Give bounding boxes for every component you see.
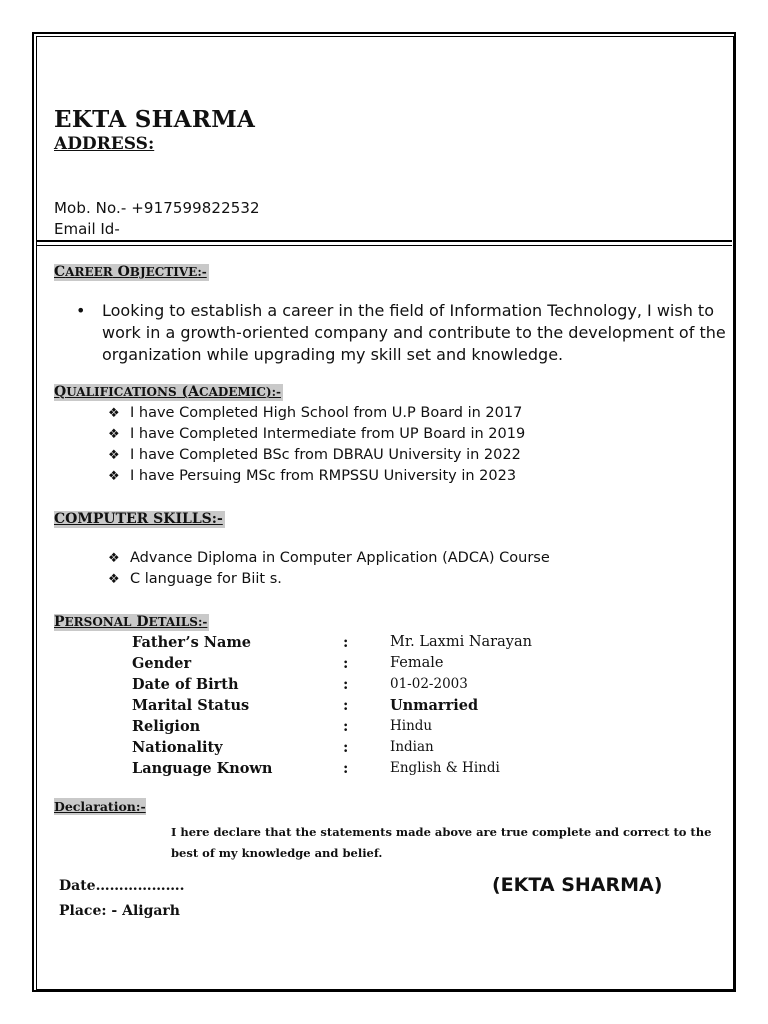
detail-value: Indian <box>390 739 434 755</box>
qualifications-heading <box>54 384 283 401</box>
detail-label: Father’s Name <box>132 634 252 651</box>
career-objective-item <box>76 300 726 366</box>
place-line: Place: - Aligarh <box>59 903 180 919</box>
detail-value: Unmarried <box>390 697 479 714</box>
heading-initial: O <box>112 264 130 280</box>
list-item-text: I have Completed BSc from DBRAU University in 2022 <box>130 447 521 463</box>
heading-text: CADEMIC <box>199 385 266 399</box>
diamond-bullet-icon: ❖ <box>108 427 120 442</box>
diamond-bullet-icon: ❖ <box>108 551 120 566</box>
heading-text: AREER <box>65 265 113 279</box>
bullet-icon: • <box>76 301 86 320</box>
diamond-bullet-icon: ❖ <box>108 469 120 484</box>
list-item <box>108 424 525 445</box>
list-item-text: I have Completed High School from U.P Board in 2017 <box>130 405 523 421</box>
detail-separator: : <box>343 676 349 693</box>
heading-text: ):- <box>265 385 281 399</box>
header-divider <box>36 240 732 242</box>
mobile-number: Mob. No.- +917599822532 <box>54 199 260 217</box>
declaration-heading: Declaration:- <box>54 799 146 814</box>
heading-text: BJECTIVE:- <box>129 265 207 279</box>
list-item <box>108 466 525 487</box>
detail-value: Mr. Laxmi Narayan <box>390 634 532 650</box>
diamond-bullet-icon: ❖ <box>108 406 120 421</box>
detail-separator: : <box>343 655 349 672</box>
detail-separator: : <box>343 760 349 777</box>
list-item <box>108 403 525 424</box>
detail-value: English & Hindi <box>390 760 500 776</box>
heading-initial: Q <box>54 384 67 400</box>
diamond-bullet-icon: ❖ <box>108 448 120 463</box>
personal-details-heading <box>54 614 209 631</box>
detail-separator: : <box>343 697 349 714</box>
detail-value: 01-02-2003 <box>390 676 468 692</box>
heading-initial: (A <box>176 384 200 400</box>
detail-label: Language Known <box>132 760 273 777</box>
detail-value: Hindu <box>390 718 433 734</box>
computer-skills-list <box>108 548 550 590</box>
list-item <box>108 445 525 466</box>
diamond-bullet-icon: ❖ <box>108 572 120 587</box>
detail-value: Female <box>390 655 444 671</box>
detail-label: Date of Birth <box>132 676 239 693</box>
header-divider-thin <box>36 245 732 246</box>
detail-separator: : <box>343 739 349 756</box>
detail-separator: : <box>343 634 349 651</box>
email-label: Email Id- <box>54 220 120 238</box>
computer-skills-heading: COMPUTER SKILLS:- <box>54 511 223 527</box>
list-item-text: C language for Biit s. <box>130 571 282 587</box>
list-item <box>108 548 550 569</box>
detail-label: Religion <box>132 718 201 735</box>
list-item-text: Advance Diploma in Computer Application (ADCA) Course <box>130 550 550 566</box>
list-item-text: I have Persuing MSc from RMPSSU University in 2023 <box>130 468 517 484</box>
address-label: ADDRESS: <box>54 134 155 154</box>
detail-separator: : <box>343 718 349 735</box>
declaration-text: I here declare that the statements made above are true complete and correct to the best of my knowledge and belief. <box>171 825 712 860</box>
heading-initial: P <box>54 614 65 630</box>
heading-text: UALIFICATIONS <box>66 385 177 399</box>
list-item <box>108 569 550 590</box>
signature-name: (EKTA SHARMA) <box>492 874 663 896</box>
career-objective-text: Looking to establish a career in the field of Information Technology, I wish to work in a growth-oriented company and contribute to the development of the organization while upgrading my skill set and knowledge. <box>102 301 726 364</box>
detail-label: Nationality <box>132 739 223 756</box>
detail-label: Marital Status <box>132 697 250 714</box>
heading-text: ETAILS:- <box>148 615 208 629</box>
qualifications-list <box>108 403 525 487</box>
date-line: Date………………. <box>59 878 185 894</box>
heading-initial: D <box>131 614 149 630</box>
heading-initial: C <box>54 264 66 280</box>
career-objective-heading <box>54 264 209 281</box>
list-item-text: I have Completed Intermediate from UP Board in 2019 <box>130 426 526 442</box>
heading-text: ERSONAL <box>64 615 132 629</box>
candidate-name: EKTA SHARMA <box>54 106 256 133</box>
detail-label: Gender <box>132 655 192 672</box>
